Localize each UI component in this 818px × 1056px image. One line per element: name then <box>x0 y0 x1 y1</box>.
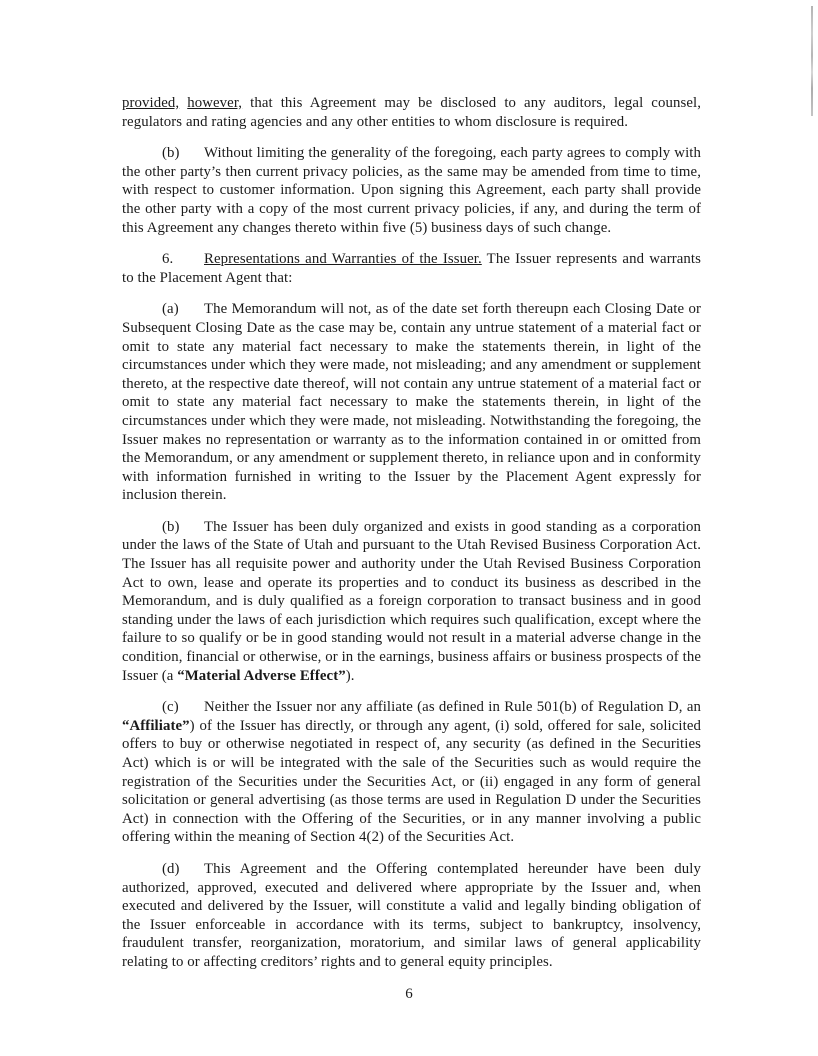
paragraph-label: (a) <box>162 301 179 318</box>
paragraph-body-text: ). <box>345 667 355 684</box>
paragraph-privacy-policies <box>122 144 701 237</box>
paragraph-label: (b) <box>162 518 180 535</box>
paragraph-label: (b) <box>162 145 180 162</box>
section-heading-rest: The Issuer represents and warrants to the Placement Agent that: <box>122 251 701 286</box>
paragraph-body-text: The Issuer has been duly organized and exists in good standing as a corporation under the laws of the State of Utah and pursuant to the Utah Revised Business Corporation Act. The Issuer has all requisite power and authority under the Utah Revised Business Corporation Act to own, lease and operate its properties and to conduct its business as described in the Memorandum, and is duly qualified as a foreign corporation to transact business and in good standing under the laws of each jurisdiction which requires such qualification, except where the failure to so qualify or be in good standing would not result in a material adverse change in the condition, financial or otherwise, or in the earnings, business affairs or business prospects of the Issuer (a <box>122 518 701 684</box>
section-heading-underlined: Representations and Warranties of the Issuer. <box>204 251 482 268</box>
underlined-term-provided: provided, <box>122 95 180 111</box>
paragraph-body-text: that this Agreement may be disclosed to any auditors, legal counsel, regulators and rating agencies and any other entities to whom disclosure is required. <box>122 95 701 130</box>
section-number: 6. <box>162 251 174 268</box>
bold-defined-term-material-adverse-effect: “Material Adverse Effect” <box>177 667 346 684</box>
paragraph-body-text: The Memorandum will not, as of the date set forth thereupn each Closing Date or Subsequent Closing Date as the case may be, contain any untrue statement of a material fact or omit to state any material fact necessary to make the statements therein, in light of the circumstances under which they were made, not misleading; and any amendment or supplement thereto, at the respective date thereof, will not contain any untrue statement of a material fact or omit to state any material fact necessary to make the statements therein, in light of the circumstances under which they were made, not misleading. Notwithstanding the foregoing, the Issuer makes no representation or warranty as to the information contained in or omitted from the Memorandum, or any amendment or supplement thereto, in reliance upon and in conformity with information furnished in writing to the Issuer by the Placement Agent expressly for inclusion therein. <box>122 301 701 504</box>
scan-artifact-line <box>811 6 813 116</box>
paragraph-rep-warranty-c <box>122 698 701 847</box>
document-text-block <box>122 94 701 985</box>
paragraph-rep-warranty-a <box>122 300 701 505</box>
paragraph-body-text: Without limiting the generality of the foregoing, each party agrees to comply with the other party’s then current privacy policies, as the same may be amended from time to time, with respect to customer information. Upon signing this Agreement, each party shall provide the other party with a copy of the most current privacy policies, if any, and during the term of this Agreement any changes thereto within five (5) business days of such change. <box>122 145 701 236</box>
paragraph-body-text: ) of the Issuer has directly, or through any agent, (i) sold, offered for sale, solicited offers to buy or otherwise negotiated in respect of, any security (as defined in the Securities Act) which is or will be integrated with the sale of the Securities such as would require the registration of the Securities under the Securities Act, or (ii) engaged in any form of general solicitation or general advertising (as those terms are used in Regulation D under the Securities Act) in connection with the Offering of the Securities, or in any manner involving a public offering within the meaning of Section 4(2) of the Securities Act. <box>122 717 701 846</box>
paragraph-body-text: This Agreement and the Offering contemplated hereunder have been duly authorized, approved, executed and delivered where appropriate by the Issuer and, when executed and delivered by the Issuer, will constitute a valid and legally binding obligation of the Issuer enforceable in accordance with its terms, subject to bankruptcy, insolvency, fraudulent transfer, reorganization, moratorium, and similar laws of general applicability relating to or affecting creditors’ rights and to general equity principles. <box>122 860 701 970</box>
bold-defined-term-affiliate: “Affiliate” <box>122 717 190 734</box>
paragraph-rep-warranty-b <box>122 518 701 685</box>
section-6-heading-paragraph <box>122 250 701 287</box>
underlined-term-however: however, <box>187 95 243 111</box>
paragraph-disclosure-proviso <box>122 94 701 131</box>
page-number: 6 <box>405 986 413 1002</box>
paragraph-label: (d) <box>162 860 180 877</box>
paragraph-label: (c) <box>162 699 179 716</box>
paragraph-body-text: Neither the Issuer nor any affiliate (as defined in Rule 501(b) of Regulation D, an <box>204 699 701 716</box>
paragraph-rep-warranty-d <box>122 860 701 972</box>
